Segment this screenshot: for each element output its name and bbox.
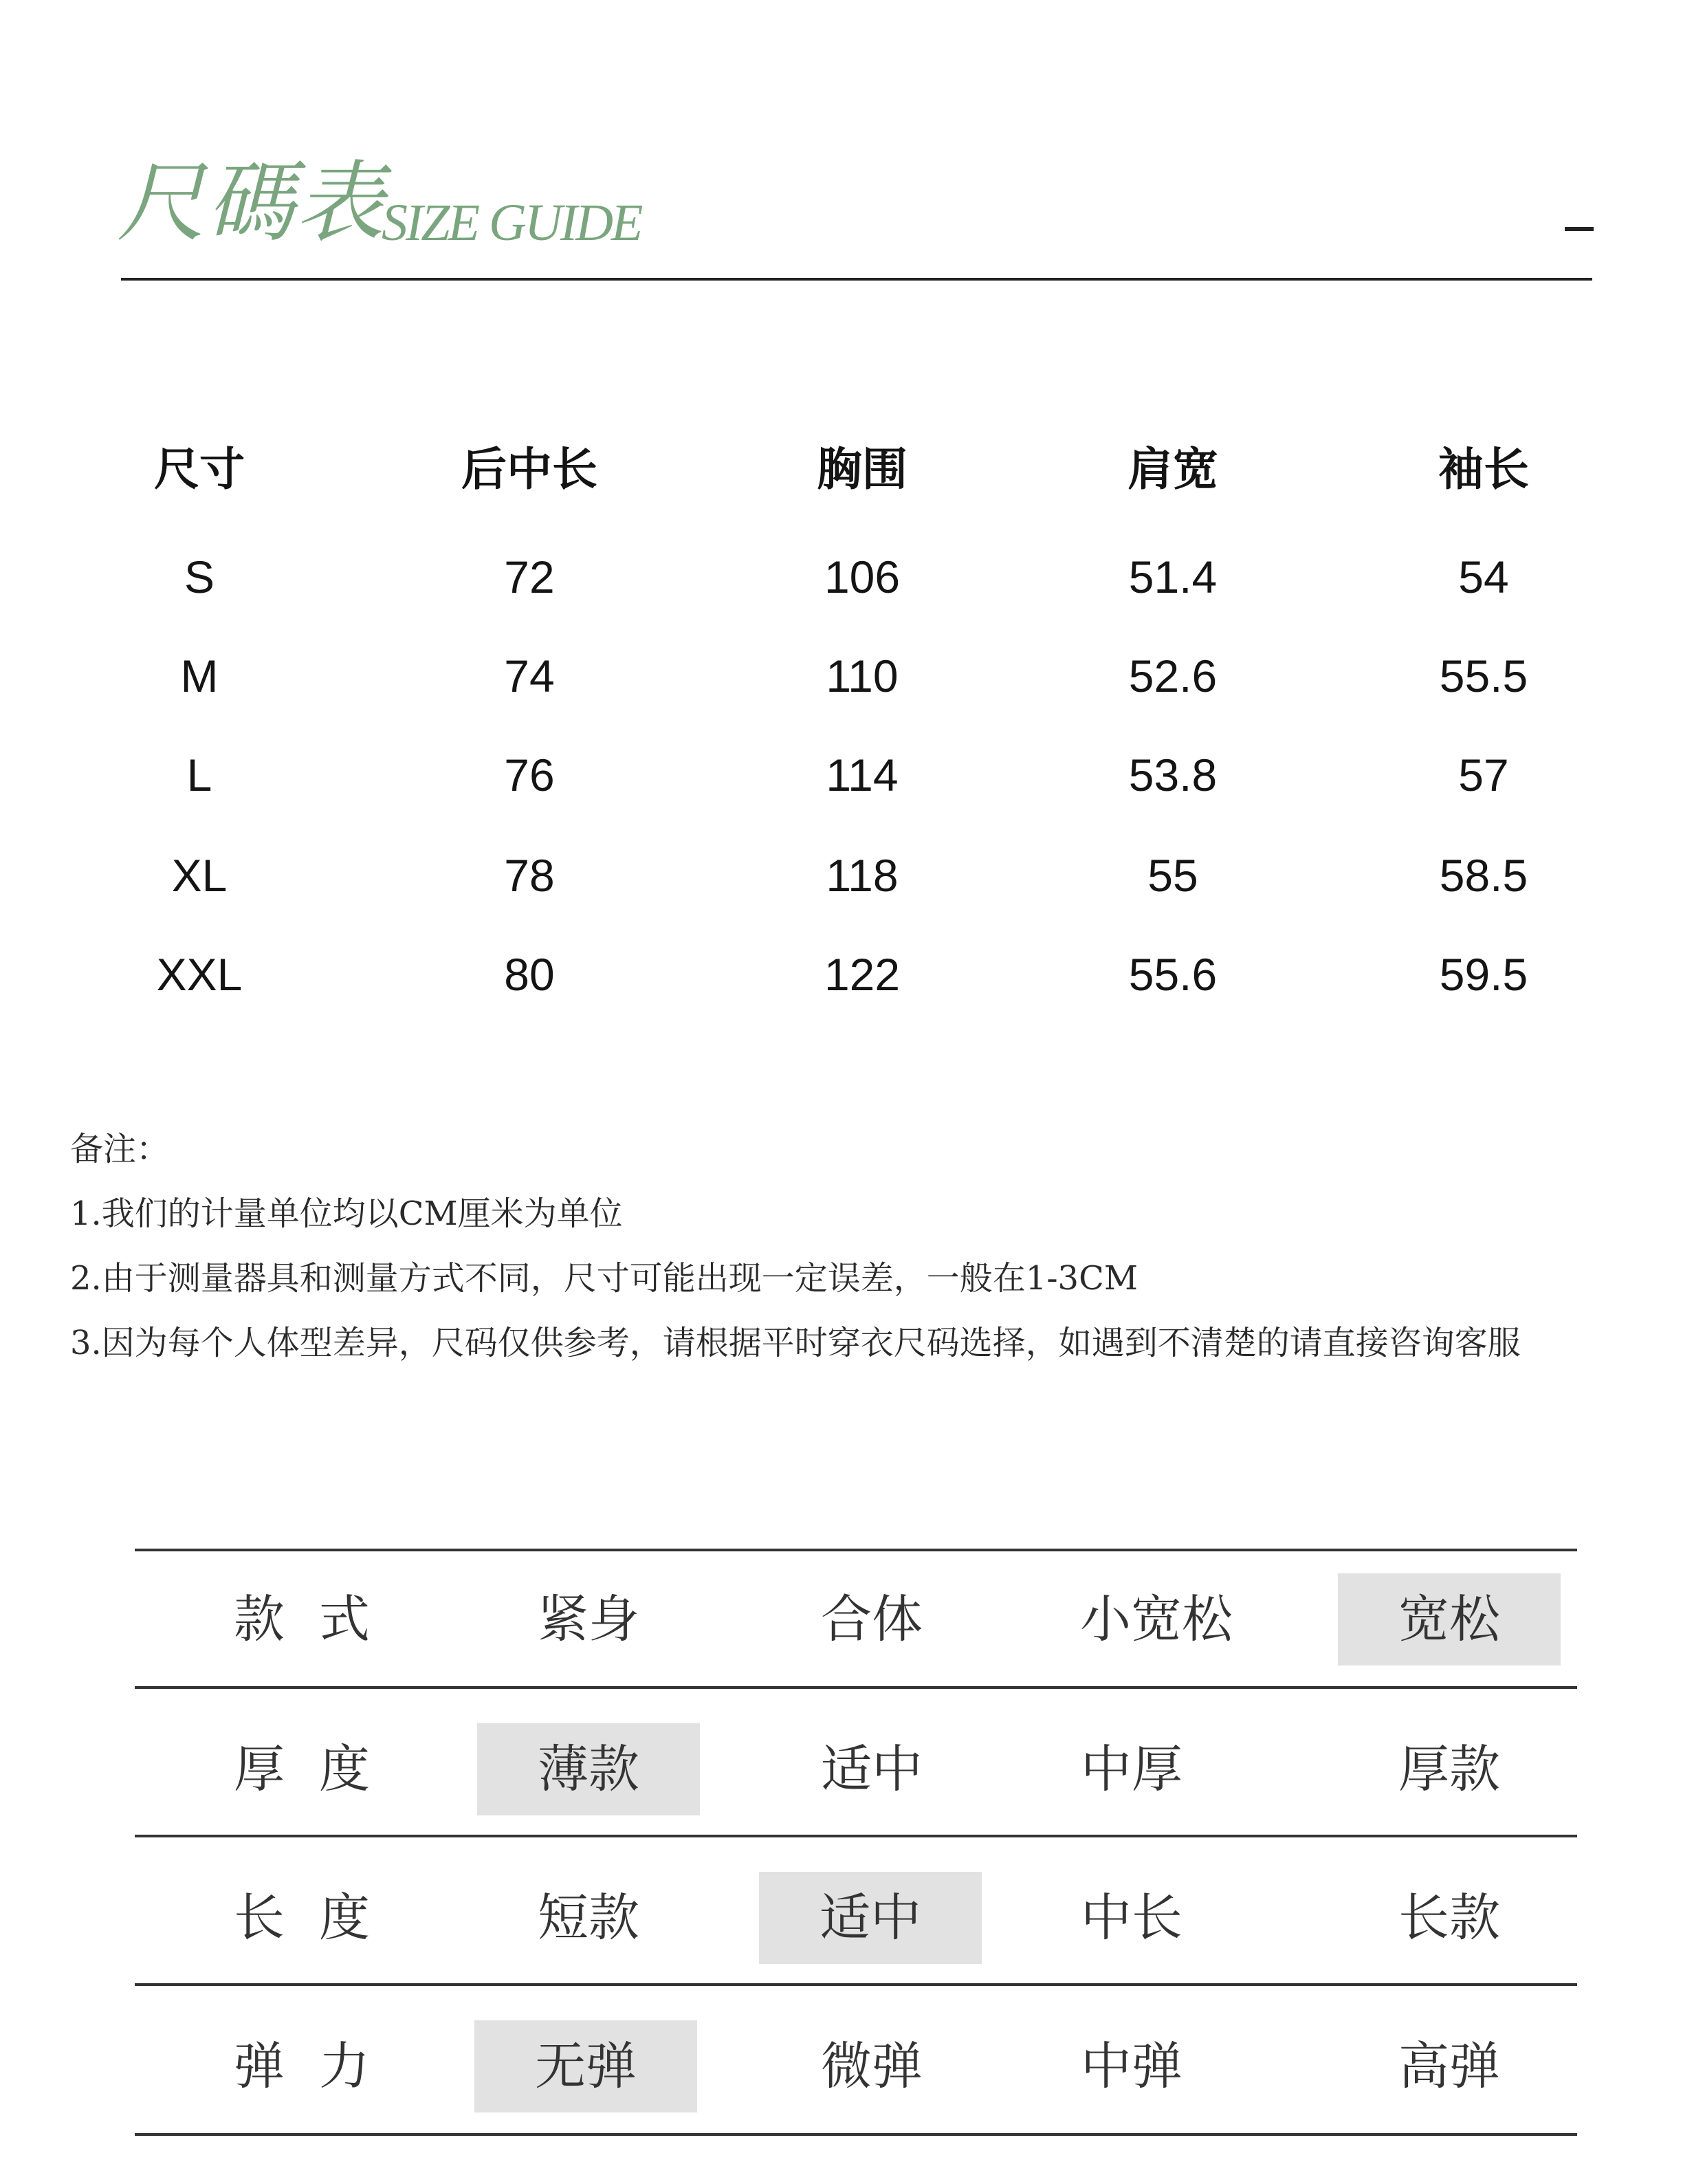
attr-option-selected: 宽松 [1338,1573,1561,1666]
table-cell: 51.4 [1128,552,1218,602]
title-en: SIZE GUIDE [382,194,641,252]
table-cell: 114 [826,750,899,800]
attr-divider [135,1835,1577,1837]
minimize-icon [1565,227,1594,231]
attr-option: 小宽松 [1080,1590,1233,1649]
attr-divider [135,2133,1577,2136]
attr-divider [135,1549,1577,1551]
table-cell: XL [171,850,228,901]
note-item: 1.我们的计量单位均以CM厘米为单位 [70,1194,623,1233]
table-cell: S [184,552,215,602]
attr-option: 短款 [538,1888,639,1947]
table-cell: 80 [504,949,555,1000]
table-cell: 72 [504,552,555,602]
attr-label-style: 款式 [234,1590,404,1649]
attr-option: 厚款 [1398,1740,1500,1799]
attr-option: 高弹 [1398,2037,1500,2096]
table-cell: 76 [504,750,555,800]
table-cell: 53.8 [1128,750,1218,800]
header-back-length: 后中长 [461,443,597,496]
attr-option: 紧身 [538,1590,639,1649]
table-cell: 59.5 [1439,949,1528,1000]
header-size: 尺寸 [154,443,245,496]
attr-option: 中长 [1081,1888,1182,1947]
title-cn: 尺碼表 [117,152,386,254]
header-shoulder: 肩宽 [1128,443,1218,496]
attr-label-length: 长度 [234,1888,404,1947]
attr-option-selected: 适中 [759,1872,982,1964]
table-cell: 110 [826,651,899,701]
table-cell: 55.5 [1439,651,1528,701]
table-cell: 74 [504,651,555,701]
table-cell: L [186,750,212,800]
table-cell: 58.5 [1439,850,1528,901]
table-cell: 106 [824,552,901,602]
note-item: 3.因为每个人体型差异，尺码仅供参考，请根据平时穿衣尺码选择，如遇到不清楚的请直接咨询客服 [70,1324,1521,1362]
notes-title: 备注： [70,1130,170,1168]
header-sleeve: 袖长 [1438,443,1529,496]
attr-divider [135,1983,1577,1986]
attr-option-selected: 无弹 [474,2020,697,2112]
table-cell: 78 [504,850,555,901]
header-divider [121,278,1592,281]
table-cell: 55 [1147,850,1198,901]
attr-option: 长款 [1398,1888,1500,1947]
header [0,0,1705,289]
attr-label-thickness: 厚度 [234,1740,404,1799]
attr-option: 适中 [821,1740,923,1799]
table-cell: 52.6 [1128,651,1218,701]
table-cell: XXL [156,949,243,1000]
table-cell: 57 [1458,750,1509,800]
attr-option: 微弹 [821,2037,923,2096]
table-cell: 122 [824,949,901,1000]
attr-option: 合体 [821,1590,923,1649]
header-chest: 胸围 [817,443,908,496]
attr-option: 中厚 [1081,1740,1182,1799]
attr-divider [135,1686,1577,1689]
table-cell: 54 [1458,552,1509,602]
note-item: 2.由于测量器具和测量方式不同，尺寸可能出现一定误差，一般在1-3CM [70,1259,1138,1298]
attr-option: 中弹 [1081,2037,1182,2096]
notes [70,1117,1521,1375]
attr-label-elasticity: 弹力 [234,2037,404,2096]
table-cell: M [180,651,219,701]
table-cell: 118 [826,850,899,901]
attr-option-selected: 薄款 [477,1723,700,1815]
table-cell: 55.6 [1128,949,1218,1000]
